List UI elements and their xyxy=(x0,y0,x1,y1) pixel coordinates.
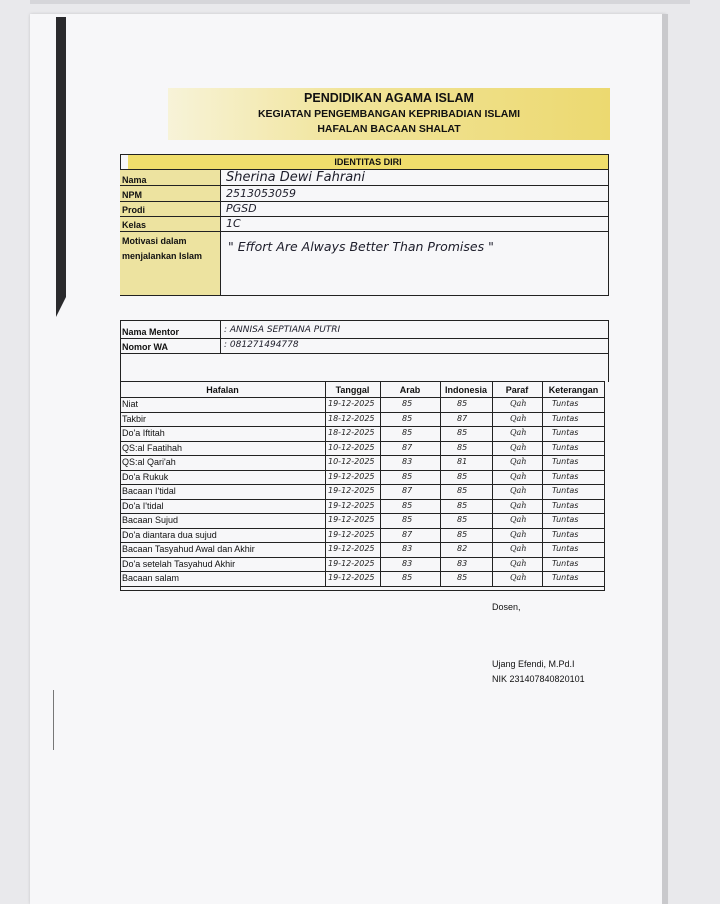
row-tanggal: 19-12-2025 xyxy=(328,486,375,495)
row-arab: 85 xyxy=(402,471,413,481)
row-indonesia: 85 xyxy=(457,442,468,452)
row-hafalan: Do'a Rukuk xyxy=(122,471,169,482)
row-arab: 85 xyxy=(402,428,413,437)
row-hafalan: QS:al Faatihah xyxy=(122,442,183,453)
row-paraf: Qah xyxy=(510,486,527,495)
page-edge xyxy=(662,14,668,904)
signature-name: Ujang Efendi, M.Pd.I xyxy=(492,659,575,669)
row-paraf: Qah xyxy=(510,442,527,452)
row-arab: 83 xyxy=(402,544,413,553)
value-nama: Sherina Dewi Fahrani xyxy=(226,170,366,185)
row-tanggal: 19-12-2025 xyxy=(328,500,375,510)
th-hafalan: Hafalan xyxy=(206,385,239,395)
row-tanggal: 19-12-2025 xyxy=(328,573,375,582)
value-wa: : 081271494778 xyxy=(224,340,299,350)
row-indonesia: 85 xyxy=(457,529,468,539)
row-paraf: Qah xyxy=(510,573,527,582)
row-indonesia: 85 xyxy=(457,515,468,524)
row-arab: 83 xyxy=(402,457,413,466)
label-mentor: Nama Mentor xyxy=(122,327,180,337)
row-tanggal: 19-12-2025 xyxy=(328,471,375,481)
row-paraf: Qah xyxy=(510,457,527,466)
row-indonesia: 87 xyxy=(457,413,468,423)
value-npm: 2513053059 xyxy=(226,187,296,200)
row-indonesia: 85 xyxy=(457,500,468,510)
document-title: PENDIDIKAN AGAMA ISLAM xyxy=(304,91,474,105)
row-arab: 87 xyxy=(402,442,413,452)
row-tanggal: 10-12-2025 xyxy=(328,442,375,452)
row-hafalan: Do'a Iftitah xyxy=(122,428,165,438)
row-paraf: Qah xyxy=(510,558,527,568)
th-indonesia: Indonesia xyxy=(444,385,487,395)
row-indonesia: 85 xyxy=(457,399,468,408)
row-hafalan: Bacaan salam xyxy=(122,573,180,583)
document-subtitle: KEGIATAN PENGEMBANGAN KEPRIBADIAN ISLAMI xyxy=(257,108,521,120)
th-arab: Arab xyxy=(399,385,421,395)
row-paraf: Qah xyxy=(510,515,527,524)
row-keterangan: Tuntas xyxy=(552,573,579,582)
row-tanggal: 19-12-2025 xyxy=(328,529,375,539)
row-hafalan: Bacaan Sujud xyxy=(122,515,179,525)
row-keterangan: Tuntas xyxy=(552,515,579,524)
row-arab: 85 xyxy=(402,399,413,408)
row-indonesia: 85 xyxy=(457,471,468,481)
th-keterangan: Keterangan xyxy=(548,385,599,395)
row-paraf: Qah xyxy=(510,413,527,423)
row-tanggal: 19-12-2025 xyxy=(328,515,375,524)
identity-section-title: IDENTITAS DIRI xyxy=(128,155,608,169)
row-arab: 87 xyxy=(402,486,413,495)
value-motivasi: " Effort Are Always Better Than Promises " xyxy=(228,239,494,254)
identity-label-column xyxy=(120,169,220,295)
row-arab: 83 xyxy=(402,558,413,568)
row-hafalan: Do'a diantara dua sujud xyxy=(122,529,217,540)
row-arab: 85 xyxy=(402,573,413,582)
row-keterangan: Tuntas xyxy=(552,442,579,452)
row-arab: 85 xyxy=(402,413,413,423)
row-hafalan: Do'a I'tidal xyxy=(122,500,164,511)
row-paraf: Qah xyxy=(510,529,527,539)
value-mentor: : ANNISA SEPTIANA PUTRI xyxy=(224,325,341,335)
row-indonesia: 82 xyxy=(457,544,468,553)
row-keterangan: Tuntas xyxy=(552,399,579,408)
row-indonesia: 85 xyxy=(457,573,468,582)
row-indonesia: 85 xyxy=(457,428,468,437)
row-keterangan: Tuntas xyxy=(552,500,579,510)
th-paraf: Paraf xyxy=(505,385,529,395)
row-hafalan: Do'a setelah Tasyahud Akhir xyxy=(122,558,236,569)
row-keterangan: Tuntas xyxy=(552,529,579,539)
mentor-box xyxy=(120,320,609,354)
row-tanggal: 19-12-2025 xyxy=(328,558,375,568)
row-tanggal: 10-12-2025 xyxy=(328,457,375,466)
label-prodi: Prodi xyxy=(122,205,146,215)
row-indonesia: 81 xyxy=(457,457,468,466)
row-keterangan: Tuntas xyxy=(552,413,579,423)
row-paraf: Qah xyxy=(510,399,527,408)
row-paraf: Qah xyxy=(510,544,527,553)
row-indonesia: 85 xyxy=(457,486,468,495)
label-kelas: Kelas xyxy=(122,220,147,230)
label-nama: Nama xyxy=(122,175,147,185)
row-hafalan: QS:al Qari'ah xyxy=(122,457,176,467)
row-hafalan: Niat xyxy=(122,399,139,409)
signature-title: Dosen, xyxy=(492,602,521,612)
page-margin-mark xyxy=(53,690,54,750)
row-arab: 85 xyxy=(402,515,413,524)
row-arab: 87 xyxy=(402,529,413,539)
label-wa: Nomor WA xyxy=(122,342,168,352)
row-keterangan: Tuntas xyxy=(552,457,579,466)
row-paraf: Qah xyxy=(510,428,527,437)
signature-nik: NIK 231407840820101 xyxy=(492,674,585,684)
top-bar xyxy=(30,0,690,4)
row-paraf: Qah xyxy=(510,471,527,481)
label-motivasi-2: menjalankan Islam xyxy=(122,251,203,261)
row-hafalan: Bacaan I'tidal xyxy=(122,486,176,496)
row-keterangan: Tuntas xyxy=(552,471,579,481)
row-keterangan: Tuntas xyxy=(552,544,579,553)
row-keterangan: Tuntas xyxy=(552,486,579,495)
row-indonesia: 83 xyxy=(457,558,468,568)
label-npm: NPM xyxy=(122,190,142,200)
row-tanggal: 19-12-2025 xyxy=(328,544,375,553)
row-tanggal: 18-12-2025 xyxy=(328,413,375,423)
value-prodi: PGSD xyxy=(226,202,257,215)
row-hafalan: Bacaan Tasyahud Awal dan Akhir xyxy=(122,544,255,554)
row-tanggal: 18-12-2025 xyxy=(328,428,375,437)
document-subtitle-2: HAFALAN BACAAN SHALAT xyxy=(317,123,461,135)
th-tanggal: Tanggal xyxy=(335,385,370,395)
row-arab: 85 xyxy=(402,500,413,510)
label-motivasi: Motivasi dalam xyxy=(122,236,187,246)
row-keterangan: Tuntas xyxy=(552,428,579,437)
row-paraf: Qah xyxy=(510,500,527,510)
row-keterangan: Tuntas xyxy=(552,558,579,568)
document-header xyxy=(168,88,610,140)
row-tanggal: 19-12-2025 xyxy=(328,399,375,408)
row-hafalan: Takbir xyxy=(122,413,147,424)
value-kelas: 1C xyxy=(226,217,241,230)
